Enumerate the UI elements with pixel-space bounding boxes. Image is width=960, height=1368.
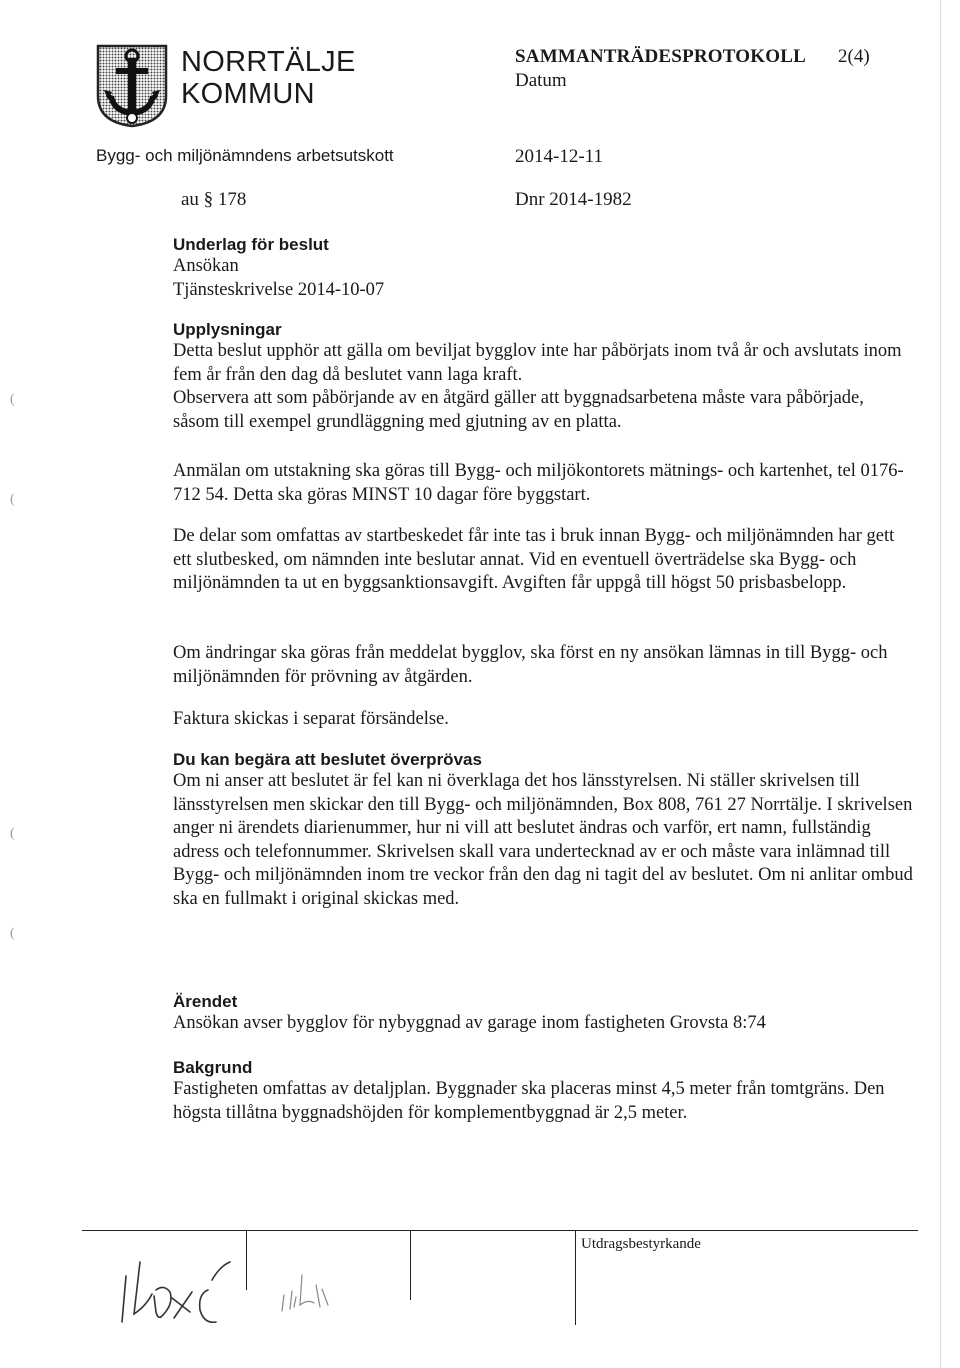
org-name-line2: KOMMUN bbox=[181, 78, 315, 110]
section-bakgrund bbox=[173, 1058, 913, 1125]
section-heading: Ärendet bbox=[173, 992, 238, 1011]
appeal-text: Om ni anser att beslutet är fel kan ni överklaga det hos länsstyrelsen. Ni ställer skrivelsen till länsstyrelsen men skickar den till Bygg- och miljönämnden, Box 808, 761 27 Norrtälje. I skrivelsen anger ni ärendets diarienummer, hur ni vill att beslutet ändras och varför, ert namn, fullständig adress och telefonnummer. Skrivelsen skall vara undertecknad av er och måste vara inlämnad till Bygg- och miljönämnden inom tre veckor från den dag ni tagit del av beslutet. Om ni anlitar ombud ska en fullmakt i original skickas med. bbox=[173, 771, 913, 909]
info-paragraph: Anmälan om utstakning ska göras till Bygg- och miljökontorets mätnings- och kartenhet, tel 0176-712 54. Detta ska göras MINST 10 dagar före byggstart. bbox=[173, 461, 904, 505]
section-heading: Upplysningar bbox=[173, 320, 282, 339]
case-text: Ansökan avser bygglov för nybyggnad av garage inom fastigheten Grovsta 8:74 bbox=[173, 1013, 766, 1033]
basis-item: Ansökan bbox=[173, 256, 239, 276]
paragraph-reference: au § 178 bbox=[181, 189, 247, 210]
signature-divider bbox=[410, 1230, 411, 1300]
margin-mark: ( bbox=[10, 492, 15, 507]
document-type: SAMMANTRÄDESPROTOKOLL bbox=[515, 46, 806, 67]
municipal-crest-icon bbox=[96, 44, 168, 128]
margin-mark: ( bbox=[10, 926, 15, 941]
info-paragraph: Faktura skickas i separat försändelse. bbox=[173, 709, 449, 729]
section-appeal bbox=[173, 750, 913, 911]
footer-rule bbox=[82, 1230, 918, 1231]
organization-name bbox=[181, 46, 356, 110]
margin-mark: ( bbox=[10, 826, 15, 841]
background-text: Fastigheten omfattas av detaljplan. Byggnader ska placeras minst 4,5 meter från tomtgräns. Den högsta tillåtna byggnadshöjden för komplementbyggnad är 2,5 meter. bbox=[173, 1079, 885, 1123]
registration-number: Dnr 2014-1982 bbox=[515, 189, 632, 210]
handwritten-signature bbox=[112, 1236, 252, 1326]
margin-mark: ( bbox=[10, 392, 15, 407]
info-paragraph: Detta beslut upphör att gälla om beviljat bygglov inte har påbörjats inom två år och avslutats inom fem år från den dag då beslutet vann laga kraft. bbox=[173, 341, 902, 385]
org-name-line1: NORRTÄLJE bbox=[181, 46, 356, 78]
info-paragraph: Om ändringar ska göras från meddelat bygglov, ska först en ny ansökan lämnas in till Bygg- och miljönämnden för prövning av åtgärden. bbox=[173, 643, 888, 687]
info-paragraph: Observera att som påbörjande av en åtgärd gäller att byggnadsarbetena måste vara påbörjade, såsom till exempel grundläggning med gjutning av en platta. bbox=[173, 388, 864, 432]
meeting-date: 2014-12-11 bbox=[515, 146, 603, 167]
section-heading: Underlag för beslut bbox=[173, 235, 329, 254]
page-edge bbox=[940, 0, 941, 1368]
basis-item: Tjänsteskrivelse 2014-10-07 bbox=[173, 279, 385, 300]
committee-name: Bygg- och miljönämndens arbetsutskott bbox=[96, 146, 394, 165]
handwritten-initials bbox=[270, 1255, 340, 1315]
info-paragraph: De delar som omfattas av startbeskedet får inte tas i bruk innan Bygg- och miljönämnden har gett ett slutbesked, om nämnden inte beslutar annat. Vid en eventuell överträdelse ska Bygg- och miljönämnden ta ut en byggsanktionsavgift. Avgiften får uppgå till högst 50 prisbasbelopp. bbox=[173, 526, 895, 593]
date-label: Datum bbox=[515, 70, 567, 91]
section-upplysningar bbox=[173, 320, 913, 434]
extract-certification-label: Utdragsbestyrkande bbox=[581, 1236, 701, 1252]
section-arendet bbox=[173, 992, 913, 1036]
section-heading: Du kan begära att beslutet överprövas bbox=[173, 750, 482, 769]
page-number: 2(4) bbox=[838, 46, 870, 67]
section-heading: Bakgrund bbox=[173, 1058, 253, 1077]
signature-divider bbox=[575, 1230, 576, 1325]
section-underlag bbox=[173, 235, 913, 302]
